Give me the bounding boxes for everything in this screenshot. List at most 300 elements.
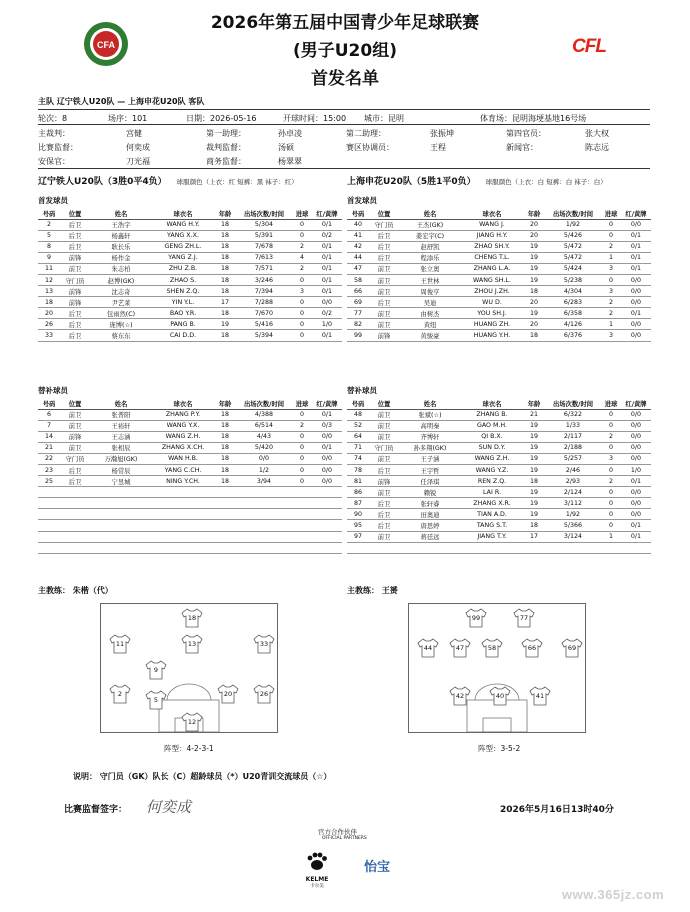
player-name: 黄纽 <box>399 319 461 330</box>
player-goals: 0 <box>292 476 312 487</box>
player-jersey-name <box>152 542 214 553</box>
table-row <box>347 286 651 297</box>
player-age: 20 <box>523 219 545 230</box>
player-number: 7 <box>38 420 60 431</box>
table-row <box>38 431 342 442</box>
jersey-number: 26 <box>259 690 269 698</box>
player-cards: 0/1 <box>312 330 342 341</box>
player-number: 18 <box>38 297 60 308</box>
security-label: 安保官： <box>38 157 70 166</box>
player-position: 前卫 <box>369 531 399 542</box>
player-position: 前卫 <box>369 409 399 420</box>
player-age <box>214 531 236 542</box>
player-age: 18 <box>523 286 545 297</box>
player-goals: 2 <box>292 420 312 431</box>
player-name: 赵博(GK) <box>90 274 152 285</box>
player-jersey-name: WANG J. <box>461 219 523 230</box>
player-position: 前卫 <box>369 420 399 431</box>
table-row <box>347 219 651 230</box>
player-goals: 0 <box>601 442 621 453</box>
player-age <box>214 509 236 520</box>
player-position: 前锋 <box>60 252 90 263</box>
column-header-appearances: 出场次数/时间 <box>545 208 601 219</box>
table-row <box>347 476 651 487</box>
player-position: 前卫 <box>369 431 399 442</box>
player-name: 杨常辰 <box>90 464 152 475</box>
jersey-number: 77 <box>519 614 529 622</box>
player-name: 王裕轩 <box>90 420 152 431</box>
player-cards: 0/0 <box>621 487 651 498</box>
player-number: 25 <box>38 476 60 487</box>
player-jersey-name: REN Z.Q. <box>461 476 523 487</box>
away-formation-pitch <box>408 603 586 733</box>
player-age: 19 <box>523 241 545 252</box>
player-jersey-name <box>152 509 214 520</box>
player-age: 19 <box>523 263 545 274</box>
table-row <box>347 509 651 520</box>
player-jersey-name: ZHANG X.CH. <box>152 442 214 453</box>
column-header-age: 年龄 <box>523 208 545 219</box>
page-subtitle: (男子U20组) <box>292 41 397 61</box>
player-appearances: 7/288 <box>236 297 292 308</box>
player-goals: 1 <box>601 252 621 263</box>
table-row <box>38 230 342 241</box>
player-appearances: 5/416 <box>236 319 292 330</box>
player-cards: 0/0 <box>621 286 651 297</box>
player-jersey-name: GAO M.H. <box>461 420 523 431</box>
referee: 宫健 <box>126 129 142 138</box>
player-name: 朱志柏 <box>90 263 152 274</box>
player-goals <box>601 542 621 553</box>
player-age: 19 <box>523 464 545 475</box>
player-appearances: 7/394 <box>236 286 292 297</box>
player-appearances: 3/124 <box>545 531 601 542</box>
player-goals: 0 <box>601 420 621 431</box>
column-header-position: 位置 <box>60 398 90 409</box>
player-jersey-name: ZHANG L.A. <box>461 263 523 274</box>
player-name: 黄骏豪 <box>399 330 461 341</box>
player-number <box>38 542 60 553</box>
jersey-number: 2 <box>117 690 123 698</box>
cfa-logo-text: CFA <box>97 40 115 50</box>
player-goals: 0 <box>601 409 621 420</box>
player-number: 8 <box>38 241 60 252</box>
player-name: 王世林 <box>399 274 461 285</box>
player-age: 18 <box>214 286 236 297</box>
player-cards: 0/1 <box>621 252 651 263</box>
player-appearances: 4/304 <box>545 286 601 297</box>
player-number: 42 <box>347 241 369 252</box>
player-goals: 0 <box>601 509 621 520</box>
player-number <box>38 531 60 542</box>
commercial-label: 商务监督： <box>206 157 246 166</box>
player-goals: 0 <box>292 319 312 330</box>
player-appearances <box>236 542 292 553</box>
player-position: 前卫 <box>369 487 399 498</box>
player-number <box>38 487 60 498</box>
player-age: 19 <box>523 509 545 520</box>
away-team-record: 上海申花U20队（5胜1平0负） <box>347 177 476 187</box>
column-header-goals: 进球 <box>601 208 621 219</box>
table-row <box>38 252 342 263</box>
player-number: 40 <box>347 219 369 230</box>
player-name: 赵舒凯 <box>399 241 461 252</box>
away-coach: 主教练： 王赟 <box>347 586 398 595</box>
table-row <box>347 409 651 420</box>
player-number: 44 <box>347 252 369 263</box>
player-position <box>369 542 399 553</box>
column-header-name: 姓名 <box>399 398 461 409</box>
supervisor: 何奕成 <box>126 143 150 152</box>
player-name: 高明秦 <box>399 420 461 431</box>
player-age <box>214 498 236 509</box>
table-row <box>38 487 342 498</box>
player-cards: 0/1 <box>621 308 651 319</box>
jersey-number: 9 <box>153 666 159 674</box>
fourth-official-label: 第四官员： <box>506 129 546 138</box>
player-jersey-name: WANG H.Y. <box>152 219 214 230</box>
player-cards: 0/1 <box>312 274 342 285</box>
player-name: 蒋廷远 <box>399 531 461 542</box>
document-type: 首发名单 <box>311 69 379 89</box>
home-coach: 主教练： 朱楷（代） <box>38 586 113 595</box>
column-header-cards: 红/黄牌 <box>621 208 651 219</box>
player-jersey-name <box>152 487 214 498</box>
player-position: 后卫 <box>60 219 90 230</box>
watermark: www.365jz.com <box>562 887 665 902</box>
player-cards <box>312 509 342 520</box>
player-goals: 0 <box>292 330 312 341</box>
player-appearances: 1/92 <box>545 509 601 520</box>
player-jersey-name: HUANG ZH. <box>461 319 523 330</box>
player-position <box>60 531 90 542</box>
player-jersey-name: WANG Z.H. <box>152 431 214 442</box>
player-age: 18 <box>214 431 236 442</box>
player-age: 18 <box>214 442 236 453</box>
player-cards: 0/0 <box>621 498 651 509</box>
match-teams: 主队 辽宁铁人U20队 — 上海申花U20队 客队 <box>38 97 205 106</box>
divider <box>38 168 650 169</box>
jersey-number: 42 <box>455 692 465 700</box>
divider <box>38 109 650 110</box>
column-header-position: 位置 <box>60 208 90 219</box>
table-row <box>38 319 342 330</box>
player-name: 蔡东东 <box>90 330 152 341</box>
column-header-cards: 红/黄牌 <box>312 208 342 219</box>
player-position: 后卫 <box>60 308 90 319</box>
match-date: 日期：2026-05-16 <box>186 114 257 123</box>
ref-supervisor: 汤硕 <box>278 143 294 152</box>
column-header-position: 位置 <box>369 208 399 219</box>
table-row <box>38 274 342 285</box>
column-header-age: 年龄 <box>523 398 545 409</box>
player-goals: 2 <box>601 297 621 308</box>
player-name <box>399 542 461 553</box>
player-goals: 0 <box>292 297 312 308</box>
jersey-number: 20 <box>223 690 233 698</box>
divider <box>38 124 650 125</box>
player-position: 守门员 <box>369 219 399 230</box>
table-row <box>38 409 342 420</box>
table-row <box>38 464 342 475</box>
player-number <box>38 498 60 509</box>
jersey-marker <box>109 634 131 654</box>
table-row <box>38 520 342 531</box>
jersey-marker <box>253 684 275 704</box>
table-row <box>38 542 342 553</box>
player-jersey-name <box>461 542 523 553</box>
jersey-marker <box>513 608 535 628</box>
column-header-name: 姓名 <box>399 208 461 219</box>
player-position: 后卫 <box>369 252 399 263</box>
legend-note: 说明： 守门员（GK）队长（C）超龄球员（*）U20青训交流球员（☆） <box>73 772 332 781</box>
player-number: 47 <box>347 263 369 274</box>
player-name: 张立奥 <box>399 263 461 274</box>
player-age: 18 <box>214 308 236 319</box>
player-appearances: 6/514 <box>236 420 292 431</box>
player-cards: 0/0 <box>312 464 342 475</box>
player-cards: 0/0 <box>621 453 651 464</box>
player-appearances: 7/571 <box>236 263 292 274</box>
player-position: 后卫 <box>369 230 399 241</box>
player-goals: 1 <box>601 531 621 542</box>
jersey-number: 40 <box>495 692 505 700</box>
player-appearances: 1/33 <box>545 420 601 431</box>
player-goals: 0 <box>292 219 312 230</box>
referee-label: 主裁判： <box>38 129 70 138</box>
player-cards: 0/1 <box>312 241 342 252</box>
player-name: 唐思婷 <box>399 520 461 531</box>
player-cards: 0/0 <box>621 420 651 431</box>
player-position: 前卫 <box>369 274 399 285</box>
away-team-header <box>347 174 607 187</box>
player-number: 12 <box>38 274 60 285</box>
player-appearances: 6/376 <box>545 330 601 341</box>
player-cards <box>312 498 342 509</box>
player-jersey-name: WAN H.B. <box>152 453 214 464</box>
jersey-marker <box>449 686 471 706</box>
player-goals: 2 <box>601 431 621 442</box>
player-appearances: 4/126 <box>545 319 601 330</box>
player-name: 程添乐 <box>399 252 461 263</box>
player-name: 尹艺莱 <box>90 297 152 308</box>
player-goals <box>292 520 312 531</box>
player-position: 守门员 <box>60 274 90 285</box>
player-name <box>90 542 152 553</box>
player-age: 18 <box>214 420 236 431</box>
player-number: 71 <box>347 442 369 453</box>
player-name: 王浩宇 <box>90 219 152 230</box>
player-goals: 1 <box>601 319 621 330</box>
player-goals: 0 <box>292 308 312 319</box>
city: 城市：昆明 <box>364 114 404 123</box>
player-name: 王宇哲 <box>399 464 461 475</box>
player-goals: 0 <box>601 464 621 475</box>
press-officer-label: 新闻官： <box>506 143 538 152</box>
kickoff-time: 开球时间：15:00 <box>283 114 347 123</box>
ar2: 张振坤 <box>430 129 454 138</box>
player-name: 齐博轩 <box>399 431 461 442</box>
player-position: 后卫 <box>60 241 90 252</box>
player-age: 18 <box>214 263 236 274</box>
player-appearances: 5/391 <box>236 230 292 241</box>
player-appearances: 6/358 <box>545 308 601 319</box>
player-name: 吴迪 <box>399 297 461 308</box>
table-row <box>38 531 342 542</box>
player-appearances <box>236 487 292 498</box>
player-jersey-name: ZHANG B. <box>461 409 523 420</box>
player-appearances: 2/188 <box>545 442 601 453</box>
player-age <box>523 542 545 553</box>
player-position: 前锋 <box>60 297 90 308</box>
player-jersey-name: WANG Y.X. <box>152 420 214 431</box>
player-cards: 0/0 <box>312 297 342 308</box>
player-name: 周俊亨 <box>399 286 461 297</box>
player-appearances: 5/424 <box>545 263 601 274</box>
player-age: 18 <box>214 219 236 230</box>
player-name: 王杰(GK) <box>399 219 461 230</box>
jersey-number: 58 <box>487 644 497 652</box>
player-age: 18 <box>214 241 236 252</box>
player-appearances: 1/2 <box>236 464 292 475</box>
player-goals: 2 <box>292 263 312 274</box>
player-jersey-name: ZHAO SH.Y. <box>461 241 523 252</box>
player-number: 81 <box>347 476 369 487</box>
player-appearances: 7/678 <box>236 241 292 252</box>
column-header-cards: 红/黄牌 <box>312 398 342 409</box>
player-number: 5 <box>38 230 60 241</box>
column-header-number: 号码 <box>38 398 60 409</box>
player-number: 20 <box>38 308 60 319</box>
player-jersey-name: TIAN A.D. <box>461 509 523 520</box>
player-appearances: 7/670 <box>236 308 292 319</box>
player-appearances: 6/322 <box>545 409 601 420</box>
player-age: 20 <box>523 319 545 330</box>
home-subs-label: 替补球员 <box>38 386 68 395</box>
player-appearances <box>236 509 292 520</box>
player-number: 14 <box>38 431 60 442</box>
table-row <box>38 420 342 431</box>
player-age <box>214 520 236 531</box>
partners-label-en: OFFICIAL PARTNERS <box>322 836 367 841</box>
player-jersey-name: WANG Y.Z. <box>461 464 523 475</box>
player-age: 20 <box>523 297 545 308</box>
player-cards: 0/1 <box>312 219 342 230</box>
jersey-number: 47 <box>455 644 465 652</box>
player-name: 张轩睿 <box>399 498 461 509</box>
column-header-position: 位置 <box>369 398 399 409</box>
player-jersey-name: ZHU Z.B. <box>152 263 214 274</box>
player-jersey-name: ZHAO S. <box>152 274 214 285</box>
player-number: 82 <box>347 319 369 330</box>
ref-supervisor-label: 裁判监督： <box>206 143 246 152</box>
table-row <box>38 442 342 453</box>
jersey-marker <box>181 608 203 628</box>
player-jersey-name: SHEN Z.Q. <box>152 286 214 297</box>
jersey-marker <box>181 712 203 732</box>
column-header-number: 号码 <box>38 208 60 219</box>
player-appearances <box>236 531 292 542</box>
player-goals: 0 <box>601 498 621 509</box>
partners-label: 官方合作伙伴 <box>318 828 357 836</box>
jersey-number: 33 <box>259 640 269 648</box>
supervisor-label: 比赛监督： <box>38 143 78 152</box>
player-cards <box>312 542 342 553</box>
player-position: 后卫 <box>369 498 399 509</box>
player-age: 17 <box>214 297 236 308</box>
player-jersey-name: BAO Y.R. <box>152 308 214 319</box>
player-number: 26 <box>38 319 60 330</box>
player-cards: 0/1 <box>621 531 651 542</box>
jersey-marker <box>489 686 511 706</box>
player-jersey-name <box>152 531 214 542</box>
player-jersey-name: PANG B. <box>152 319 214 330</box>
player-jersey-name: WANG SH.L. <box>461 274 523 285</box>
player-number: 90 <box>347 509 369 520</box>
player-appearances: 6/283 <box>545 297 601 308</box>
press-officer: 陈志远 <box>585 143 609 152</box>
table-row <box>347 487 651 498</box>
player-position: 后卫 <box>60 476 90 487</box>
player-appearances: 5/394 <box>236 330 292 341</box>
player-jersey-name: YANG Z.J. <box>152 252 214 263</box>
player-number: 23 <box>38 464 60 475</box>
player-cards: 0/0 <box>621 219 651 230</box>
water-sponsor-logo: 怡宝 <box>364 859 391 874</box>
player-age: 19 <box>523 420 545 431</box>
player-number: 99 <box>347 330 369 341</box>
player-number: 6 <box>38 409 60 420</box>
player-cards: 0/2 <box>312 308 342 319</box>
player-name: 赖锐 <box>399 487 461 498</box>
player-cards: 0/0 <box>621 431 651 442</box>
player-jersey-name: JIANG T.Y. <box>461 531 523 542</box>
player-name: 由树杰 <box>399 308 461 319</box>
table-row <box>347 330 651 341</box>
jersey-number: 18 <box>187 614 197 622</box>
player-position: 后卫 <box>60 319 90 330</box>
player-position: 后卫 <box>369 464 399 475</box>
supervisor-signature: 何奕成 <box>146 798 192 816</box>
player-cards: 0/0 <box>312 476 342 487</box>
kelme-paw-icon <box>302 850 332 872</box>
player-name: 王志涵 <box>90 431 152 442</box>
player-name: 张斌(☆) <box>399 409 461 420</box>
player-position <box>60 520 90 531</box>
player-appearances: 1/92 <box>545 219 601 230</box>
player-cards: 0/0 <box>621 319 651 330</box>
player-name: 田奥迪 <box>399 509 461 520</box>
player-goals: 0 <box>292 453 312 464</box>
player-number: 11 <box>38 263 60 274</box>
player-jersey-name: YANG X.X. <box>152 230 214 241</box>
player-position: 前卫 <box>369 308 399 319</box>
player-age: 18 <box>214 464 236 475</box>
player-cards: 0/2 <box>312 230 342 241</box>
table-row <box>347 319 651 330</box>
player-goals: 3 <box>601 330 621 341</box>
player-jersey-name <box>152 498 214 509</box>
player-appearances: 2/93 <box>545 476 601 487</box>
player-goals <box>292 531 312 542</box>
table-row <box>347 420 651 431</box>
column-header-jersey-name: 球衣名 <box>461 398 523 409</box>
table-row <box>347 464 651 475</box>
player-goals: 3 <box>601 263 621 274</box>
player-name <box>90 487 152 498</box>
coordinator: 王程 <box>430 143 446 152</box>
away-subs-table <box>347 398 651 554</box>
